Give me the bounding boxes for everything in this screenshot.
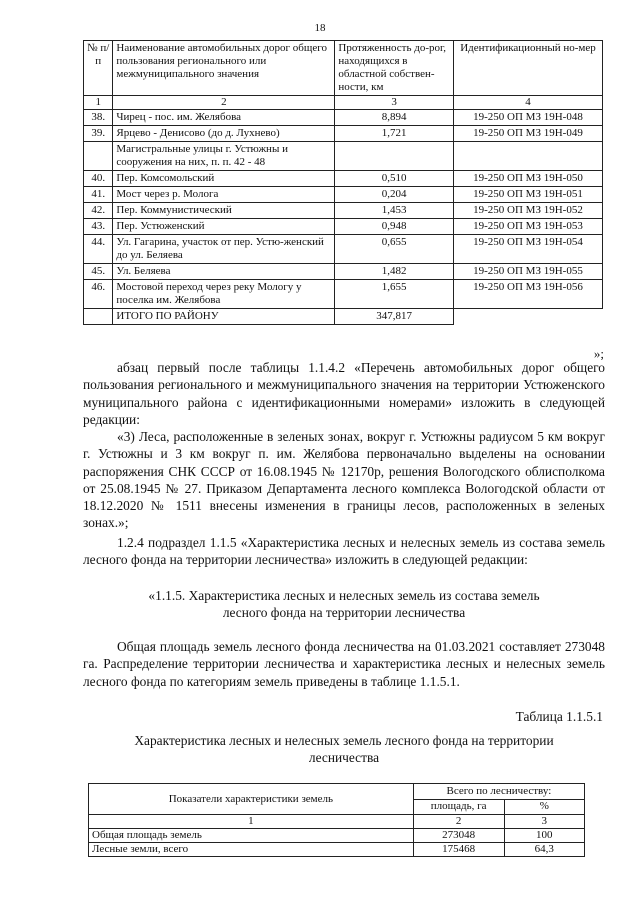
road-name: Ул. Гагарина, участок от пер. Устю-женский до ул. Беляева (113, 235, 335, 264)
road-name: Пер. Устюженский (113, 219, 335, 235)
land-indicator: Общая площадь земель (89, 829, 414, 843)
row-number: 39. (84, 126, 113, 142)
land-header-row (89, 784, 585, 800)
road-name: Пер. Коммунистический (113, 203, 335, 219)
road-length: 1,453 (335, 203, 454, 219)
road-id: 19-250 ОП МЗ 19Н-055 (453, 264, 602, 280)
road-id (453, 142, 602, 171)
land-header-pct: % (504, 799, 584, 815)
column-number-row (84, 96, 603, 110)
table-row (84, 187, 603, 203)
paragraph-amendment-1: абзац первый после таблицы 1.1.4.2 «Перечень автомобильных дорог общего пользования регионального и межмуниципального значения на территории Устюженского муниципального района с идентификационными номерами» изложить в следующей редакции: (83, 360, 605, 427)
section-title-line-2: лесного фонда на территории лесничества (222, 605, 466, 621)
row-number (84, 142, 113, 171)
row-number: 40. (84, 171, 113, 187)
road-id: 19-250 ОП МЗ 19Н-049 (453, 126, 602, 142)
table-row (84, 203, 603, 219)
table-title-line-1: Характеристика лесных и нелесных земель лесного фонда на территории (134, 733, 554, 748)
road-id: 19-250 ОП МЗ 19Н-048 (453, 110, 602, 126)
road-length (335, 142, 454, 171)
row-number: 38. (84, 110, 113, 126)
paragraph-amendment-2: 1.2.4 подраздел 1.1.5 «Характеристика лесных и нелесных земель из состава земель лесного фонда на территории лесничества» изложить в следующей редакции: (83, 535, 605, 568)
paragraph-green-zones: «3) Леса, расположенные в зеленых зонах, вокруг г. Устюжны радиусом 5 км вокруг г. Устюжны и 3 км вокруг п. им. Желябова первоначально выделены на основании распоряжения СНК СССР от 16.08.1945 № 12170р, решения Вологодского облисполкома от 25.08.1945 № 27. Приказом Департамента лесного комплекса Вологодской области от 18.12.2020 № 1511 внесены изменения в границы лесов, расположенных в зеленых зонах.»; (83, 429, 605, 531)
land-header-indicator: Показатели характеристики земель (89, 784, 414, 815)
road-name: Ул. Беляева (113, 264, 335, 280)
paragraph-total-area: Общая площадь земель лесного фонда лесничества на 01.03.2021 составляет 273048 га. Распределение территории лесничества и характеристика лесных и нелесных земель лесного фонда по категориям земель приведены в таблице 1.1.5.1. (83, 639, 605, 689)
road-name: Чирец - пос. им. Желябова (113, 110, 335, 126)
table-header-row (84, 41, 603, 96)
table-row (84, 264, 603, 280)
total-label: ИТОГО ПО РАЙОНУ (113, 309, 335, 325)
table-row (89, 829, 585, 843)
row-number: 41. (84, 187, 113, 203)
roads-table (83, 40, 603, 325)
table-row (84, 126, 603, 142)
land-area: 175468 (413, 843, 504, 857)
table-label: Таблица 1.1.5.1 (515, 709, 603, 724)
road-id: 19-250 ОП МЗ 19Н-056 (453, 280, 602, 309)
table-row (84, 235, 603, 264)
land-area: 273048 (413, 829, 504, 843)
road-length: 0,655 (335, 235, 454, 264)
land-percent: 100 (504, 829, 584, 843)
land-header-area: площадь, га (413, 799, 504, 815)
table-row (84, 142, 603, 171)
land-percent: 64,3 (504, 843, 584, 857)
row-number: 43. (84, 219, 113, 235)
row-number: 45. (84, 264, 113, 280)
road-length: 0,204 (335, 187, 454, 203)
header-length: Протяженность до-рог, находящихся в областной собствен-ности, км (335, 41, 454, 96)
total-row (84, 309, 603, 325)
road-name: Мостовой переход через реку Мологу у поселка им. Желябова (113, 280, 335, 309)
col-number: 3 (335, 96, 454, 110)
col-number: 1 (89, 815, 414, 829)
road-name: Пер. Комсомольский (113, 171, 335, 187)
table-row (84, 219, 603, 235)
header-id: Идентификационный но-мер (453, 41, 602, 96)
land-number-row (89, 815, 585, 829)
table-row (84, 280, 603, 309)
road-id: 19-250 ОП МЗ 19Н-053 (453, 219, 602, 235)
col-number: 2 (413, 815, 504, 829)
table-title-line-2: лесничества (308, 750, 380, 766)
col-number: 4 (453, 96, 602, 110)
col-number: 3 (504, 815, 584, 829)
road-name: Мост через р. Молога (113, 187, 335, 203)
row-number: 44. (84, 235, 113, 264)
road-length: 1,655 (335, 280, 454, 309)
header-num: № п/п (84, 41, 113, 96)
table-row (84, 171, 603, 187)
header-name: Наименование автомобильных дорог общего пользования регионального или межмуниципального значения (113, 41, 335, 96)
road-id: 19-250 ОП МЗ 19Н-054 (453, 235, 602, 264)
land-indicator: Лесные земли, всего (89, 843, 414, 857)
quote-end: »; (593, 346, 604, 361)
page-number: 18 (314, 22, 326, 34)
road-name: Ярцево - Денисово (до д. Лухнево) (113, 126, 335, 142)
row-number: 42. (84, 203, 113, 219)
table-title (83, 732, 605, 767)
roads-table-body (84, 110, 603, 309)
total-num-cell (84, 309, 113, 325)
section-title (83, 587, 605, 622)
road-id: 19-250 ОП МЗ 19Н-052 (453, 203, 602, 219)
road-length: 0,510 (335, 171, 454, 187)
road-id: 19-250 ОП МЗ 19Н-050 (453, 171, 602, 187)
road-name: Магистральные улицы г. Устюжны и сооружения на них, п. п. 42 - 48 (113, 142, 335, 171)
col-number: 2 (113, 96, 335, 110)
land-header-group: Всего по лесничеству: (413, 784, 584, 800)
land-table-body (89, 829, 585, 857)
table-row (84, 110, 603, 126)
total-empty-cell (453, 309, 602, 325)
land-table (88, 783, 585, 857)
row-number: 46. (84, 280, 113, 309)
road-length: 8,894 (335, 110, 454, 126)
table-row (89, 843, 585, 857)
road-length: 1,482 (335, 264, 454, 280)
road-length: 1,721 (335, 126, 454, 142)
road-length: 0,948 (335, 219, 454, 235)
col-number: 1 (84, 96, 113, 110)
section-title-line-1: «1.1.5. Характеристика лесных и нелесных земель из состава земель (148, 588, 540, 603)
road-id: 19-250 ОП МЗ 19Н-051 (453, 187, 602, 203)
total-length: 347,817 (335, 309, 454, 325)
